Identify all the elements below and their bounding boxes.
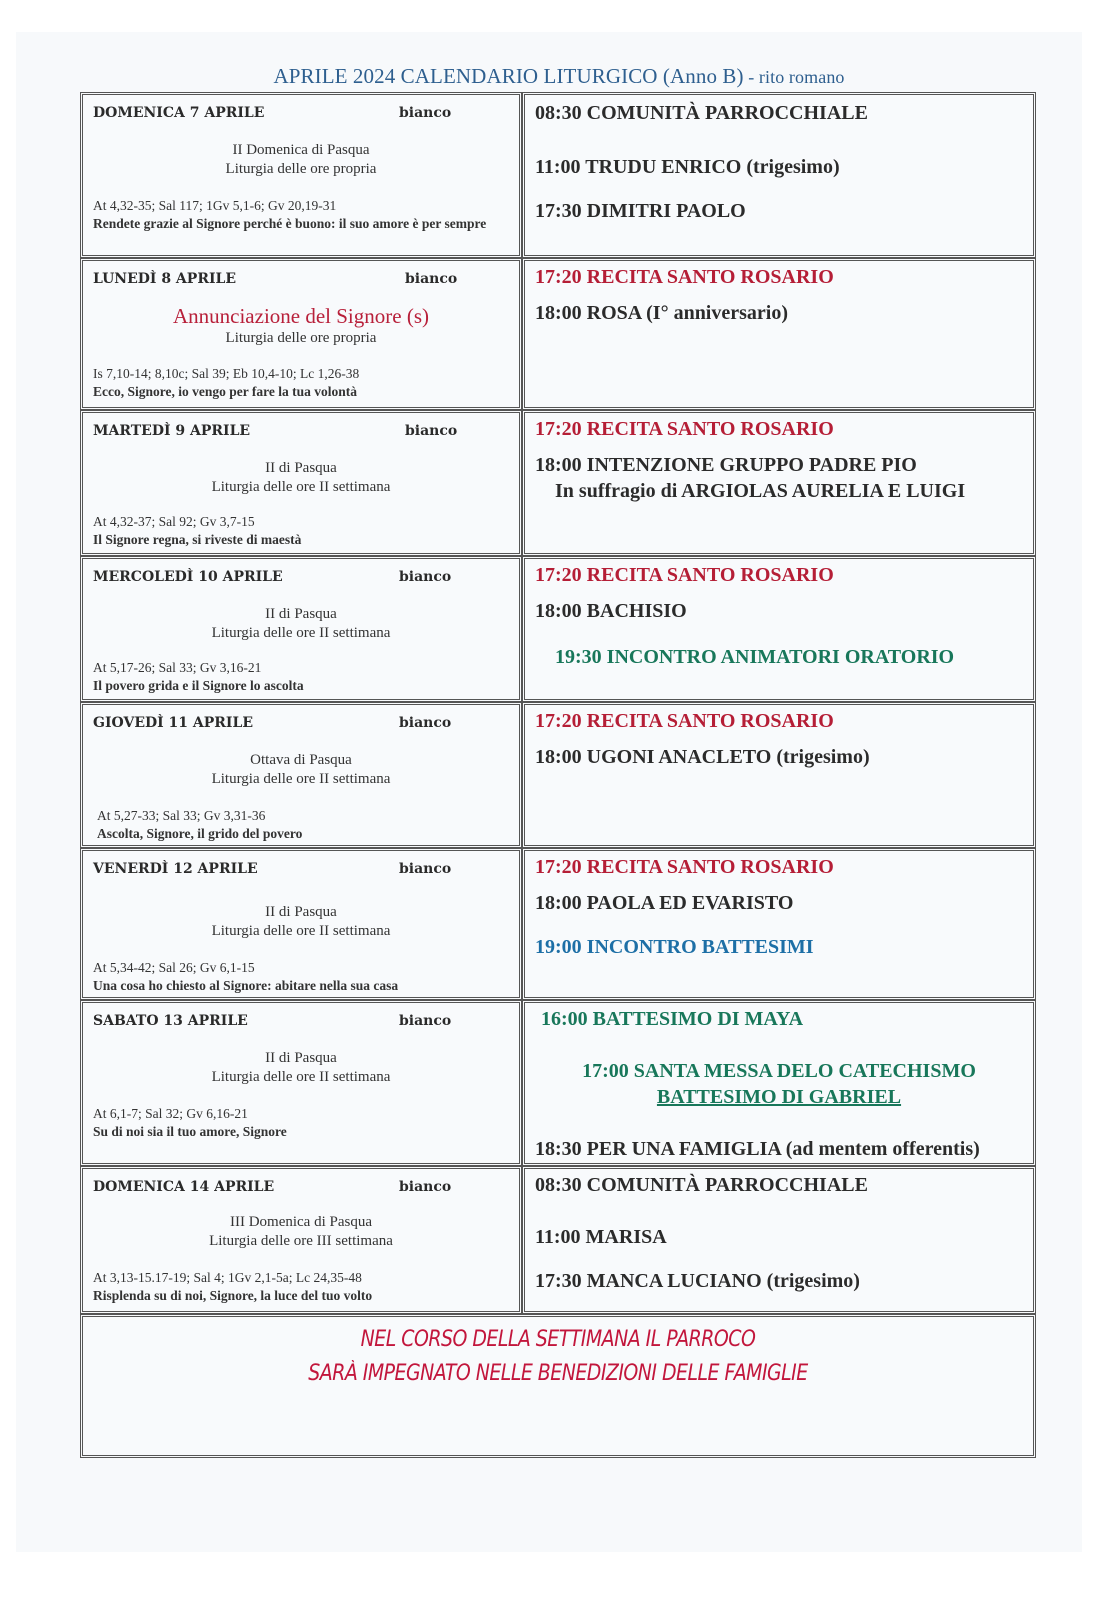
day-row-lunedi-8 (80, 258, 1036, 410)
reading-refs: At 6,1-7; Sal 32; Gv 6,16-21 (93, 1106, 248, 1121)
event-item: 18:30 PER UNA FAMIGLIA (ad mentem offerentis) (535, 1138, 980, 1160)
event-item-catechism-mass: 17:00 SANTA MESSA DELO CATECHISMO (582, 1060, 976, 1082)
event-item: 17:30 DIMITRI PAOLO (535, 200, 746, 222)
liturgy-hours: Liturgia delle ore II settimana (211, 1069, 391, 1085)
liturgical-color: bianco (399, 1179, 452, 1195)
readings-block (93, 1269, 511, 1305)
events-cell (522, 258, 1036, 410)
liturgical-color: bianco (399, 569, 452, 585)
reading-refs: At 3,13-15.17-19; Sal 4; 1Gv 2,1-5a; Lc 24,35-48 (93, 1270, 362, 1285)
day-header (93, 105, 509, 125)
liturgical-color: bianco (399, 1013, 452, 1029)
event-item: 08:30 COMUNITÀ PARROCCHIALE (535, 1174, 868, 1196)
calendar-table (80, 92, 1036, 1458)
feast-name: Annunciazione del Signore (s) (172, 304, 429, 328)
liturgy-hours: Liturgia delle ore III settimana (209, 1233, 393, 1249)
liturgical-color: bianco (399, 715, 452, 731)
psalm-refrain: Su di noi sia il tuo amore, Signore (93, 1124, 287, 1139)
day-row-sabato-13 (80, 1000, 1036, 1166)
title-suffix: - rito romano (743, 67, 845, 87)
feast-block (83, 751, 519, 789)
liturgy-hours: Liturgia delle ore II settimana (211, 923, 391, 939)
reading-refs: At 5,27-33; Sal 33; Gv 3,31-36 (97, 808, 266, 823)
day-name: MERCOLEDÌ 10 APRILE (93, 569, 283, 585)
day-row-domenica-14 (80, 1166, 1036, 1314)
rosary-event: 17:20 RECITA SANTO ROSARIO (535, 266, 834, 288)
day-row-martedi-9 (80, 410, 1036, 556)
psalm-refrain: Il povero grida e il Signore lo ascolta (93, 678, 304, 693)
events-cell (522, 410, 1036, 556)
day-header (93, 1179, 509, 1199)
day-name: VENERDÌ 12 APRILE (93, 861, 258, 877)
events-cell (522, 848, 1036, 1000)
day-name: SABATO 13 APRILE (93, 1013, 248, 1029)
liturgy-cell (80, 92, 522, 258)
feast-block (83, 459, 519, 497)
psalm-refrain: Ascolta, Signore, il grido del povero (97, 826, 303, 841)
liturgical-color: bianco (405, 423, 458, 439)
feast-name: II di Pasqua (265, 1050, 337, 1066)
feast-block (83, 903, 519, 941)
reading-refs: At 5,34-42; Sal 26; Gv 6,1-15 (93, 960, 255, 975)
liturgy-hours: Liturgia delle ore propria (225, 330, 377, 346)
psalm-refrain: Una cosa ho chiesto al Signore: abitare nella sua casa (93, 978, 399, 993)
day-name: MARTEDÌ 9 APRILE (93, 423, 251, 439)
readings-block (93, 659, 511, 695)
event-item: 17:30 MANCA LUCIANO (trigesimo) (535, 1270, 860, 1292)
rosary-event: 17:20 RECITA SANTO ROSARIO (535, 856, 834, 878)
psalm-refrain: Ecco, Signore, io vengo per fare la tua volontà (93, 384, 357, 399)
readings-block (93, 1105, 511, 1141)
liturgical-color: bianco (399, 861, 452, 877)
day-header (93, 569, 509, 589)
page-title (0, 64, 1118, 89)
title-main: APRILE 2024 CALENDARIO LITURGICO (Anno B) (273, 64, 744, 88)
liturgical-color: bianco (399, 105, 452, 121)
rosary-event: 17:20 RECITA SANTO ROSARIO (535, 418, 834, 440)
feast-block (83, 303, 519, 348)
event-item: 18:00 PAOLA ED EVARISTO (535, 892, 794, 914)
events-cell (522, 556, 1036, 702)
feast-block (83, 605, 519, 643)
day-row-venerdi-12 (80, 848, 1036, 1000)
event-item-baptism-meeting: 19:00 INCONTRO BATTESIMI (535, 936, 814, 958)
reading-refs: At 4,32-37; Sal 92; Gv 3,7-15 (93, 514, 255, 529)
liturgy-cell (80, 702, 522, 848)
liturgical-color: bianco (405, 271, 458, 287)
feast-name: II di Pasqua (265, 904, 337, 920)
events-cell (522, 92, 1036, 258)
reading-refs: At 5,17-26; Sal 33; Gv 3,16-21 (93, 660, 262, 675)
day-name: LUNEDÌ 8 APRILE (93, 271, 237, 287)
event-item: 18:00 BACHISIO (535, 600, 687, 622)
rosary-event: 17:20 RECITA SANTO ROSARIO (535, 564, 834, 586)
events-cell (522, 702, 1036, 848)
liturgy-hours: Liturgia delle ore II settimana (211, 479, 391, 495)
liturgy-cell (80, 556, 522, 702)
liturgy-cell (80, 1000, 522, 1166)
feast-block (83, 141, 519, 179)
feast-name: II di Pasqua (265, 460, 337, 476)
liturgy-cell (80, 258, 522, 410)
day-header (93, 423, 509, 443)
feast-block (83, 1049, 519, 1087)
notice-box (80, 1314, 1036, 1458)
event-item: 08:30 COMUNITÀ PARROCCHIALE (535, 102, 868, 124)
feast-name: Ottava di Pasqua (250, 752, 352, 768)
psalm-refrain: Il Signore regna, si riveste di maestà (93, 532, 302, 547)
event-item: 18:00 UGONI ANACLETO (trigesimo) (535, 746, 870, 768)
notice-line-2: SARÀ IMPEGNATO NELLE BENEDIZIONI DELLE FAMIGLIE (308, 1361, 808, 1386)
events-cell (522, 1000, 1036, 1166)
reading-refs: Is 7,10-14; 8,10c; Sal 39; Eb 10,4-10; Lc 1,26-38 (93, 366, 360, 381)
day-row-giovedi-11 (80, 702, 1036, 848)
readings-block (93, 513, 511, 549)
feast-name: II di Pasqua (265, 606, 337, 622)
liturgy-cell (80, 848, 522, 1000)
day-header (93, 715, 509, 735)
day-name: GIOVEDÌ 11 APRILE (93, 715, 253, 731)
day-name: DOMENICA 7 APRILE (93, 105, 265, 121)
event-item-detail: In suffragio di ARGIOLAS AURELIA E LUIGI (555, 480, 966, 502)
event-item-baptism-gabriel: BATTESIMO DI GABRIEL (656, 1086, 902, 1108)
event-item-baptism: 16:00 BATTESIMO DI MAYA (541, 1008, 804, 1030)
psalm-refrain: Rendete grazie al Signore perché è buono: il suo amore è per sempre (93, 216, 487, 231)
day-name: DOMENICA 14 APRILE (93, 1179, 275, 1195)
day-header (93, 271, 509, 291)
readings-block (93, 197, 511, 233)
event-item: 11:00 MARISA (535, 1226, 667, 1248)
notice-line-1: NEL CORSO DELLA SETTIMANA IL PARROCO (360, 1327, 756, 1352)
event-item: 11:00 TRUDU ENRICO (trigesimo) (535, 156, 840, 178)
day-row-mercoledi-10 (80, 556, 1036, 702)
day-row-domenica-7 (80, 92, 1036, 258)
event-item: 18:00 ROSA (I° anniversario) (535, 302, 788, 324)
event-item-oratorio: 19:30 INCONTRO ANIMATORI ORATORIO (555, 646, 955, 668)
day-header (93, 1013, 509, 1033)
feast-name: III Domenica di Pasqua (229, 1214, 373, 1230)
reading-refs: At 4,32-35; Sal 117; 1Gv 5,1-6; Gv 20,19-31 (93, 198, 337, 213)
readings-block (93, 959, 511, 995)
feast-name: II Domenica di Pasqua (232, 142, 370, 158)
events-cell (522, 1166, 1036, 1314)
liturgy-hours: Liturgia delle ore II settimana (211, 771, 391, 787)
readings-block (93, 365, 511, 401)
liturgy-cell (80, 410, 522, 556)
readings-block (97, 807, 511, 843)
psalm-refrain: Risplenda su di noi, Signore, la luce del tuo volto (93, 1288, 373, 1303)
liturgy-hours: Liturgia delle ore propria (225, 161, 377, 177)
rosary-event: 17:20 RECITA SANTO ROSARIO (535, 710, 834, 732)
feast-block (83, 1213, 519, 1251)
liturgy-cell (80, 1166, 522, 1314)
liturgy-hours: Liturgia delle ore II settimana (211, 625, 391, 641)
event-item: 18:00 INTENZIONE GRUPPO PADRE PIO (535, 454, 917, 476)
day-header (93, 861, 509, 881)
